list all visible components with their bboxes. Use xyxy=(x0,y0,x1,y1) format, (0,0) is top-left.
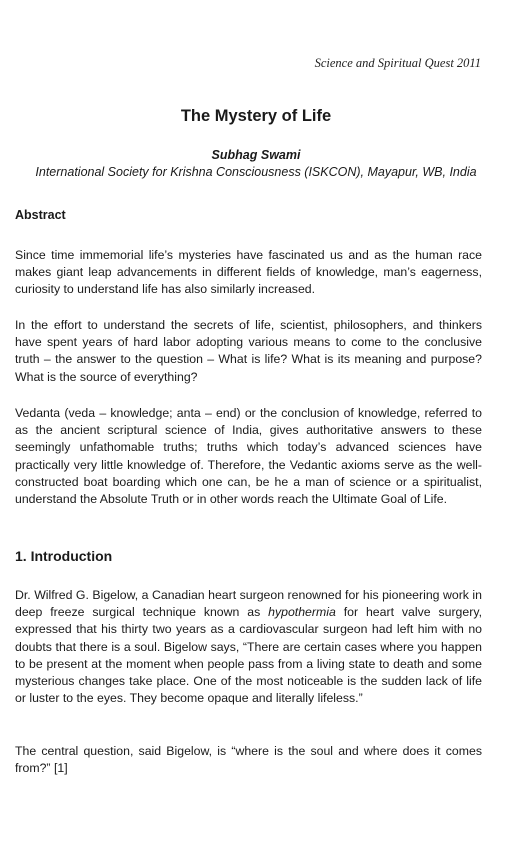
abstract-paragraph-1: Since time immemorial life’s mysteries have fascinated us and as the human race makes giant leap advancements in different fields of knowledge, man’s eagerness, curiosity to understand life has also similarly increased. xyxy=(15,248,482,297)
introduction-paragraph-1 xyxy=(15,587,482,707)
introduction-paragraph-2: The central question, said Bigelow, is “where is the soul and where does it comes from?” [1] xyxy=(15,744,482,776)
introduction-heading: 1. Introduction xyxy=(15,548,113,564)
author-name: Subhag Swami xyxy=(211,148,301,162)
abstract-paragraph-3: Vedanta (veda – knowledge; anta – end) or the conclusion of knowledge, referred to as the ancient scriptural science of India, gives authoritative answers to these seemingly unfathomable truths; truths which today’s advanced sciences have practically very little knowledge of. Therefore, the Vedantic axioms serve as the well-constructed boat boarding which one can, be he a man of science or a spiritualist, understand the Absolute Truth or in other words reach the Ultimate Goal of Life. xyxy=(15,406,482,507)
paper-title: The Mystery of Life xyxy=(180,107,332,125)
hypothermia-term: hypothermia xyxy=(268,605,336,620)
intro-text-before: Dr. Wilfred G. Bigelow, a Canadian heart surgeon renowned for his pioneering work in deep freeze surgical technique known as xyxy=(15,588,482,620)
author-affiliation: International Society for Krishna Consciousness (ISKCON), Mayapur, WB, India xyxy=(35,165,477,179)
abstract-heading: Abstract xyxy=(15,208,66,222)
intro-text-after: for heart valve surgery, expressed that his thirty two years as a cardiovascular surgeon had left him with no doubts that there is a soul. Bigelow says, “There are certain cases where you happen to be present at the moment when people pass from a living state to death and some mysterious changes take place. One of the most noticeable is the sudden lack of life or luster to the eyes. They become opaque and literally lifeless.” xyxy=(15,605,482,706)
running-head: Science and Spiritual Quest 2011 xyxy=(314,56,481,70)
abstract-paragraph-2: In the effort to understand the secrets of life, scientist, philosophers, and thinkers have spent years of hard labor adopting various means to come to the conclusive truth – the answer to the question – What is life? What is its meaning and purpose? What is the source of everything? xyxy=(15,318,482,384)
